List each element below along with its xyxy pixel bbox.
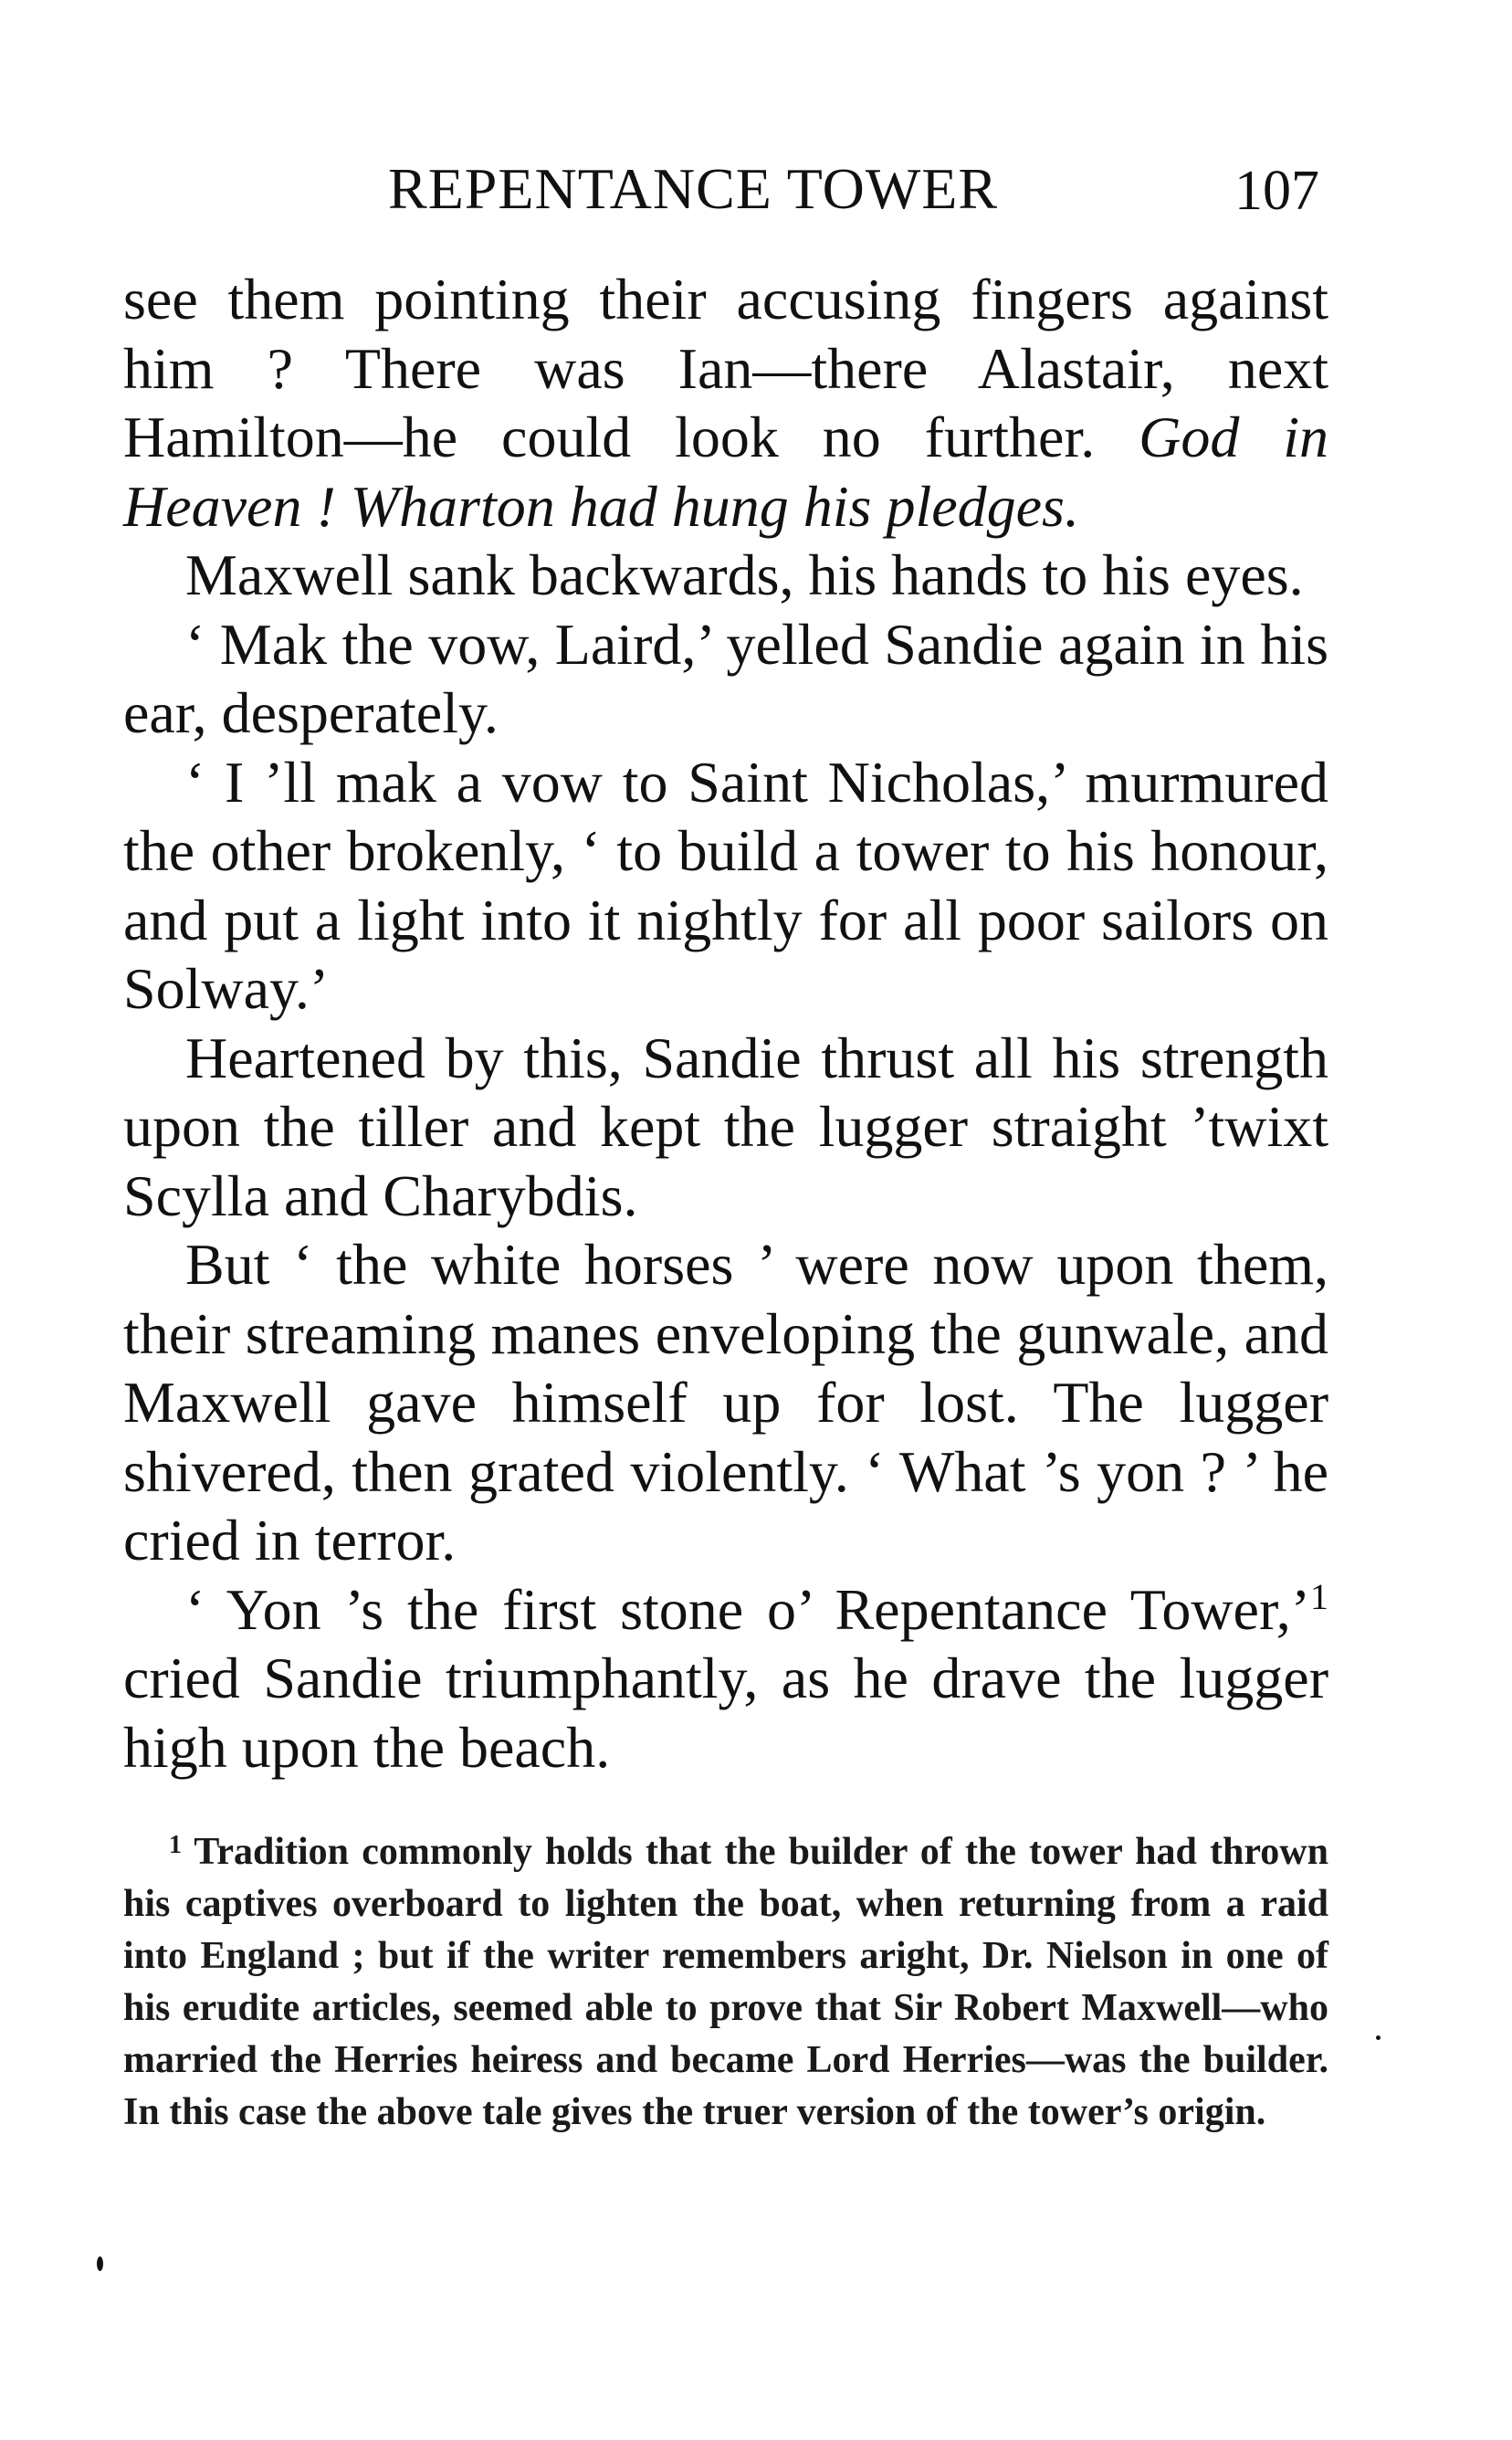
paragraph-4: ‘ I ’ll mak a vow to Saint Nicholas,’ murmured the other brokenly, ‘ to build a tower to his honour, and put a light into it nightly for all poor sailors on Solway.’ xyxy=(123,749,1328,1021)
paragraph-6: But ‘ the white horses ’ were now upon them, their streaming manes enveloping the gunwale, and Maxwell gave himself up for lost. The lugger shivered, then grated violently. ‘ What ’s yon ? ’ he cried in terror. xyxy=(123,1232,1328,1572)
running-title: REPENTANCE TOWER xyxy=(388,156,999,221)
footnote xyxy=(123,1826,1328,2139)
footnote-reference[interactable]: 1 xyxy=(1310,1575,1328,1617)
footnote-marker: 1 xyxy=(169,1831,182,1859)
paragraph-text: see them pointing their accusing fingers against him ? There was Ian—there Alastair, next Hamilton—he could look no further. xyxy=(123,267,1328,469)
page-header xyxy=(123,155,1319,237)
paragraph-text-after: cried Sandie triumphantly, as he drave the lugger high upon the beach. xyxy=(123,1646,1328,1780)
paragraph-7 xyxy=(123,1575,1328,1783)
italic-exclamation: God in Heaven ! Wharton had hung his pledges. xyxy=(123,405,1329,539)
paragraph-1 xyxy=(123,265,1328,541)
page-number: 107 xyxy=(1234,160,1319,222)
paragraph-text: ‘ Yon ’s the first stone o’ Repentance Tower,’ xyxy=(185,1576,1310,1642)
body-text xyxy=(123,265,1328,1782)
print-speck xyxy=(97,2256,103,2271)
paragraph-5: Heartened by this, Sandie thrust all his strength upon the tiller and kept the lugger straight ’twixt Scylla and Charybdis. xyxy=(123,1025,1328,1228)
paragraph-3: ‘ Mak the vow, Laird,’ yelled Sandie again in his ear, desperately. xyxy=(123,611,1328,745)
paragraph-2: Maxwell sank backwards, his hands to his eyes. xyxy=(185,542,1304,607)
footnote-text: Tradition commonly holds that the builder of the tower had thrown his captives overboard to lighten the boat, when returning from a raid into England ; but if the writer remembers aright, Dr. Nielson in one of his erudite articles, seemed able to prove that Sir Robert Maxwell—who married the Herries heiress and became Lord Herries—was the builder. In this case the above tale gives the truer version of the tower’s origin. xyxy=(123,1831,1328,2133)
print-speck xyxy=(1376,2035,1381,2040)
